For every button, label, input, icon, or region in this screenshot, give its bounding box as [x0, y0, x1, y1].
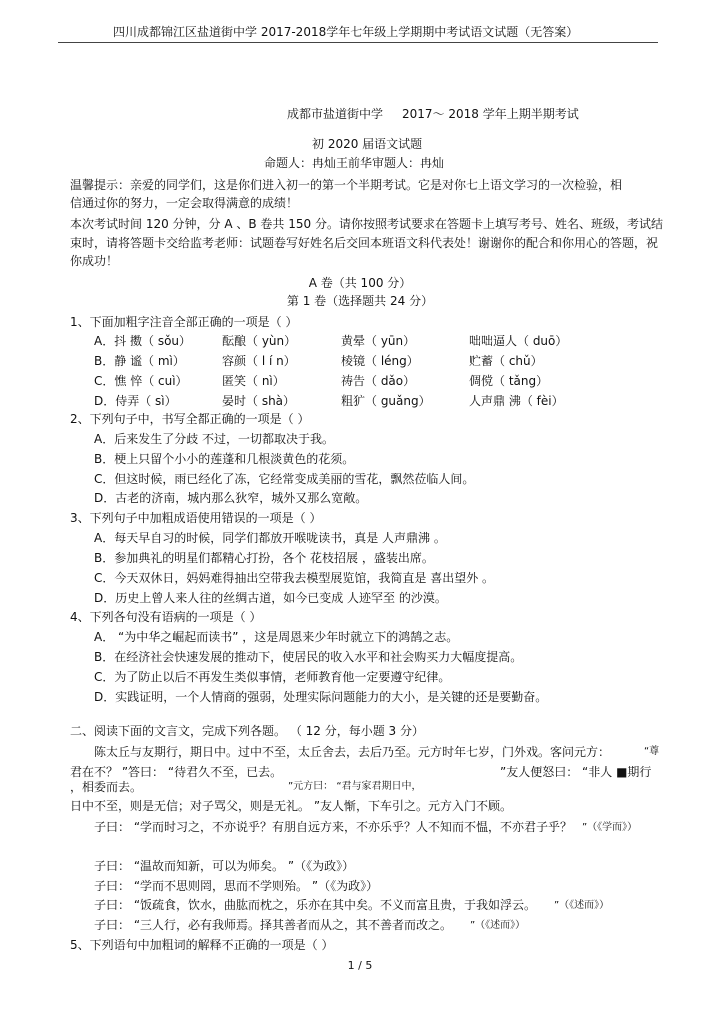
q1-c2: 匿笑（ nì）	[222, 374, 285, 388]
tips-line-3: 本次考试时间 120 分钟，分 A 、B 卷共 150 分。请你按照考试要求在答题卡上填写考号、姓名、班级，考试结	[70, 217, 663, 231]
q1-c1: C．憔 悴（ cuì）	[94, 374, 188, 388]
q2-opt-c: C．但这时候，雨已经化了冻，它经常变成美丽的雪花，飘然莅临人间。	[94, 472, 475, 486]
q1-c4: 倜傥（ tǎng）	[469, 374, 549, 388]
tips-line-5: 你成功！	[70, 254, 119, 268]
q1-d3: 粗犷（ guǎng）	[341, 394, 431, 408]
q2-opt-b: B．梗上只留个小小的莲蓬和几根淡黄色的花须。	[94, 452, 355, 466]
analects-5-source: ”（《述而》）	[470, 920, 526, 931]
passage-line-4: 日中不至，则是无信；对子骂父，则是无礼。 ”友人惭，下车引之。元方入门不顾。	[70, 799, 513, 813]
tips-line-2: 信通过你的努力，一定会取得满意的成绩！	[70, 196, 299, 210]
q1-a1: A．抖 擞（ sǒu）	[94, 334, 192, 348]
page-header: 四川成都锦江区盐道街中学 2017-2018学年七年级上学期期中考试语文试题（无答案）	[113, 25, 579, 39]
analects-3: 子曰： “学而不思则罔，思而不学则殆。 ”（《为政》）	[94, 879, 379, 893]
q1-d4: 人声鼎 沸（ fèi）	[469, 394, 564, 408]
passage-line-1: 陈太丘与友期行，期日中。过中不至，太丘舍去，去后乃至。元方时年七岁，门外戏。客问元方：	[94, 745, 611, 759]
q4-stem: 4、下列各句没有语病的一项是（ ）	[70, 610, 262, 624]
part1-heading: 第 1 卷（选择题共 24 分）	[286, 294, 434, 308]
q1-stem: 1、下面加粗字注音全部正确的一项是（ ）	[70, 315, 298, 329]
passage-line-3: ，相委而去。	[70, 780, 143, 794]
passage-line-1-tail: “尊	[644, 746, 660, 757]
header-rule	[58, 42, 658, 43]
q3-opt-b: B．参加典礼的明星们都精心打扮，各个 花枝招展 ，盛装出席。	[94, 551, 434, 565]
section-a-heading: A 卷（共 100 分）	[308, 276, 412, 290]
q4-opt-c: C．为了防止以后不再发生类似事情，老师教育他一定要遵守纪律。	[94, 670, 451, 684]
passage-line-2: 君在不？ ”答曰： “待君久不至，已去。	[70, 765, 283, 779]
tips-line-4: 束时，请将答题卡交给监考老师：试题卷写好姓名后交回本班语文科代表处！谢谢你的配合和你用心的答题，祝	[70, 236, 659, 250]
q2-stem: 2、下列句子中，书写全都正确的一项是（ ）	[70, 412, 310, 426]
q1-a4: 咄咄逼人（ duō）	[469, 334, 568, 348]
q1-b2: 容颜（ l í n）	[222, 354, 296, 368]
q4-opt-a: A． “为中华之崛起而读书” ，这是周恩来少年时就立下的鸿鹄之志。	[94, 630, 459, 644]
q2-opt-a: A．后来发生了分歧 不过，一切都取决于我。	[94, 432, 335, 446]
q4-opt-d: D．实践证明，一个人情商的强弱，处理实际问题能力的大小，是关键的还是要勤奋。	[94, 690, 548, 704]
analects-2: 子曰： “温故而知新，可以为师矣。 ”（《为政》）	[94, 859, 355, 873]
q3-opt-d: D．历史上曾人来人往的丝绸古道，如今已变成 人迹罕至 的沙漠。	[94, 591, 447, 605]
q1-b3: 棱镜（ léng）	[341, 354, 419, 368]
q1-b4: 贮蓄（ chǔ）	[469, 354, 543, 368]
analects-4: 子曰： “饭疏食，饮水，曲肱而枕之，乐亦在其中矣。不义而富且贵，于我如浮云。	[94, 898, 537, 912]
q2-opt-d: D．古老的济南，城内那么狄窄，城外又那么宽敞。	[94, 491, 368, 505]
q3-stem: 3、下列句子中加粗成语使用错误的一项是（ ）	[70, 511, 322, 525]
q1-a3: 黄晕（ yūn）	[341, 334, 416, 348]
q3-opt-a: A．每天早自习的时候，同学们都放开喉咙读书，真是 人声鼎沸 。	[94, 531, 446, 545]
school-title: 成都市盐道街中学	[287, 107, 384, 121]
passage-line-2-tail: ”友人便怒曰： “非人 ■期行	[500, 765, 652, 779]
part2-heading: 二、阅读下面的文言文，完成下列各题。 （ 12 分，每小题 3 分）	[70, 724, 424, 738]
q3-opt-c: C．今天双休日，妈妈难得抽出空带我去模型展览馆，我简直是 喜出望外 。	[94, 571, 495, 585]
q1-a2: 酝酿（ yùn）	[222, 334, 297, 348]
tips-line-1: 温馨提示：亲爱的同学们，这是你们进入初一的第一个半期考试。它是对你七上语文学习的一次检验，相	[70, 178, 623, 192]
q1-c3: 祷告（ dǎo）	[341, 374, 416, 388]
page-number: 1 / 5	[347, 959, 373, 972]
analects-1: 子曰： “学而时习之，不亦说乎？有朋自远方来，不亦乐乎？人不知而不愠，不亦君子乎？	[94, 820, 573, 834]
authors-line: 命题人：冉灿王前华审题人：冉灿	[264, 156, 445, 170]
analects-1-source: ”（《学而》）	[582, 822, 638, 833]
q1-d1: D．侍弄（ sì）	[94, 394, 177, 408]
analects-4-source: ”（《述而》）	[554, 900, 610, 911]
q1-b1: B．静 谧（ mì）	[94, 354, 185, 368]
analects-5: 子曰： “三人行，必有我师焉。择其善者而从之，其不善者而改之。	[94, 918, 453, 932]
subject-title: 初 2020 届语文试题	[312, 137, 423, 151]
q4-opt-b: B．在经济社会快速发展的推动下，使居民的收入水平和社会购买力大幅度提高。	[94, 650, 523, 664]
year-title: 2017～ 2018 学年上期半期考试	[402, 107, 579, 121]
q5-stem: 5、下列语句中加粗词的解释不正确的一项是（ ）	[70, 938, 334, 952]
passage-line-3-tail: ”元方曰： “君与家君期日中，	[288, 781, 422, 792]
q1-d2: 晏时（ shà）	[222, 394, 296, 408]
